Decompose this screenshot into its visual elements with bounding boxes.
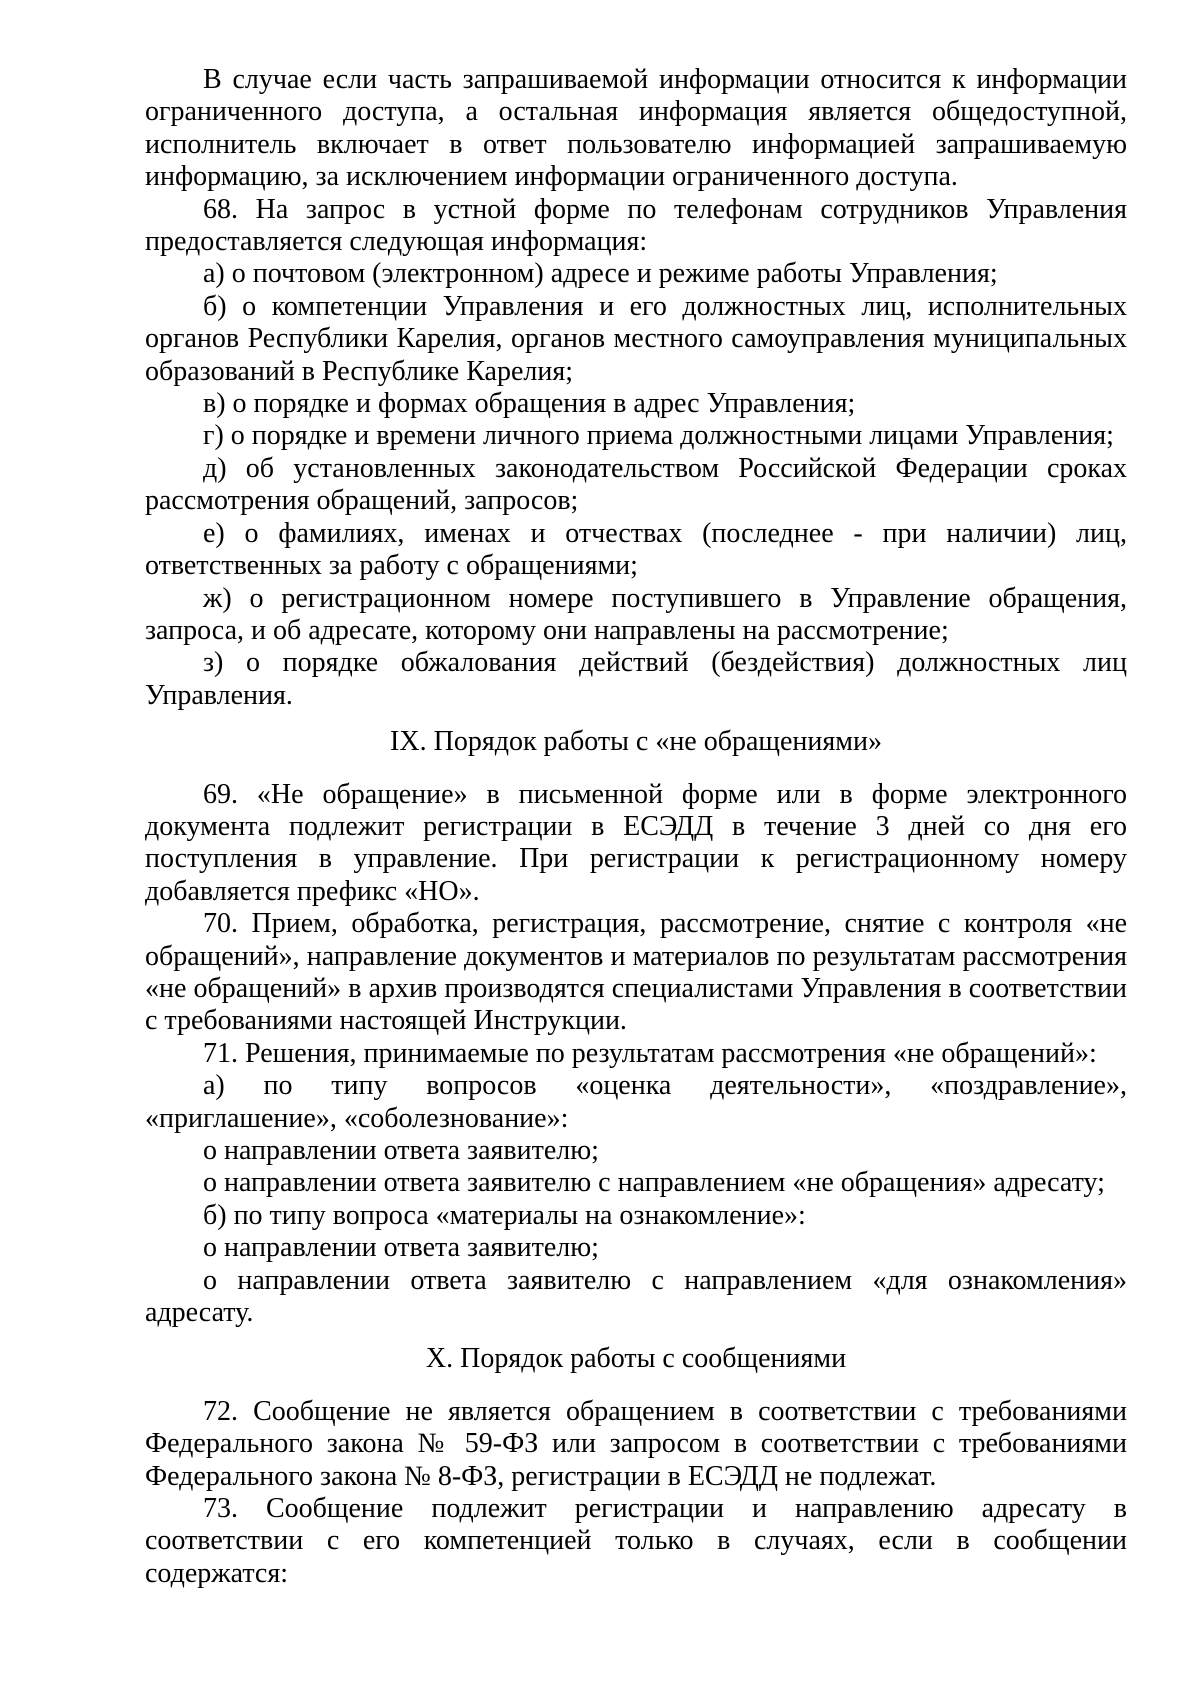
list-item: а) о почтовом (электронном) адресе и режиме работы Управления; <box>203 258 998 290</box>
paragraph: 70. Прием, обработка, регистрация, рассмотрение, снятие с контроля «не обращений», направление документов и материалов по результатам рассмотрения «не обращений» в архив производятся специалистами Управления в соответствии с требованиями настоящей Инструкции. <box>145 908 1127 1037</box>
list-item: о направлении ответа заявителю; <box>203 1135 599 1166</box>
paragraph: 69. «Не обращение» в письменной форме или в форме электронного документа подлежит регистрации в ЕСЭДД в течение 3 дней со дня его поступления в управление. При регистрации к регистрационному номеру добавляется префикс «НО». <box>145 778 1127 907</box>
list-item: б) по типу вопроса «материалы на ознакомление»: <box>203 1199 806 1231</box>
list-item: з) о порядке обжалования действий (бездействия) должностных лиц Управления. <box>145 647 1127 711</box>
paragraph: 71. Решения, принимаемые по результатам рассмотрения «не обращений»: <box>203 1037 1097 1069</box>
list-item: в) о порядке и формах обращения в адрес Управления; <box>203 388 856 420</box>
list-item: о направлении ответа заявителю с направлением «для ознакомления» адресату. <box>145 1264 1127 1329</box>
paragraph: 73. Сообщение подлежит регистрации и направлению адресату в соответствии с его компетенцией только в случаях, если в сообщении содержатся: <box>145 1493 1127 1589</box>
section-heading: IX. Порядок работы с «не обращениями» <box>390 726 882 758</box>
paragraph: 68. На запрос в устной форме по телефонам сотрудников Управления предоставляется следующая информация: <box>145 193 1127 258</box>
list-item: д) об установленных законодательством Российской Федерации сроках рассмотрения обращений, запросов; <box>145 452 1127 517</box>
document-page <box>145 64 1127 1590</box>
paragraph: 72. Сообщение не является обращением в соответствии с требованиями Федерального закона № 59-ФЗ или запросом в соответствии с требованиями Федерального закона № 8-ФЗ, регистрации в ЕСЭДД не подлежат. <box>145 1395 1127 1492</box>
list-item: а) по типу вопросов «оценка деятельности», «поздравление», «приглашение», «соболезнование»: <box>145 1070 1127 1134</box>
list-item: б) о компетенции Управления и его должностных лиц, исполнительных органов Республики Карелия, органов местного самоуправления муниципальных образований в Республике Карелия; <box>145 290 1127 387</box>
list-item: е) о фамилиях, именах и отчествах (последнее - при наличии) лиц, ответственных за работу с обращениями; <box>145 517 1127 582</box>
paragraph: В случае если часть запрашиваемой информации относится к информации ограниченного доступа, а остальная информация является общедоступной, исполнитель включает в ответ пользователю информацией запрашиваемую информацию, за исключением информации ограниченного доступа. <box>145 64 1127 193</box>
list-item: о направлении ответа заявителю; <box>203 1232 599 1264</box>
list-item: о направлении ответа заявителю с направлением «не обращения» адресату; <box>203 1167 1105 1199</box>
list-item: г) о порядке и времени личного приема должностными лицами Управления; <box>203 420 1114 452</box>
section-heading: X. Порядок работы с сообщениями <box>425 1343 847 1375</box>
list-item: ж) о регистрационном номере поступившего в Управление обращения, запроса, и об адресате, которому они направлены на рассмотрение; <box>145 582 1127 646</box>
